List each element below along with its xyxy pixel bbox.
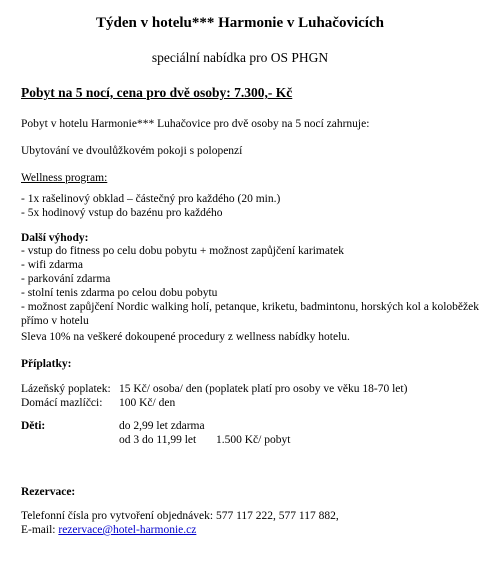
accommodation-text: Ubytování ve dvoulůžkovém pokoji s polopenzí [21,145,243,157]
email-link[interactable]: rezervace@hotel-harmonie.cz [58,524,197,536]
wellness-heading: Wellness program: [21,172,108,184]
offer-headline: Pobyt na 5 nocí, cena pro dvě osoby: 7.300,- Kč [21,85,293,100]
document-subtitle: speciální nabídka pro OS PHGN [151,50,329,65]
benefit-item-continuation: přímo v hotelu [21,315,89,327]
children-heading: Děti: [21,420,46,432]
children-free: do 2,99 let zdarma [119,420,205,432]
surcharge-label: Lázeňský poplatek: [21,383,111,395]
benefits-heading: Další výhody: [21,232,89,244]
surcharges-heading: Příplatky: [21,358,72,370]
benefit-item: - možnost zapůjčení Nordic walking holí, petanque, kriketu, badmintonu, horských kol a koloběžek [21,301,479,313]
benefit-item: - stolní tenis zdarma po celou dobu pobytu [21,287,218,299]
children-age: od 3 do 11,99 let [119,434,197,446]
children-price: 1.500 Kč/ pobyt [216,434,291,446]
benefit-item: - parkování zdarma [21,273,111,285]
benefit-item: - wifi zdarma [21,259,83,271]
email-label: E-mail: [21,524,59,536]
reservation-phone: Telefonní čísla pro vytvoření objednávek: 577 117 222, 577 117 882, [21,510,339,522]
discount-text: Sleva 10% na veškeré dokoupené procedury z wellness nabídky hotelu. [21,331,350,343]
intro-text: Pobyt v hotelu Harmonie*** Luhačovice pro dvě osoby na 5 nocí zahrnuje: [21,118,370,130]
wellness-item: - 5x hodinový vstup do bazénu pro každého [21,207,223,219]
benefit-item: - vstup do fitness po celu dobu pobytu + možnost zapůjčení karimatek [21,245,344,257]
surcharge-label: Domácí mazlíčci: [21,397,103,409]
document-title: Týden v hotelu*** Harmonie v Luhačovicích [96,15,384,31]
wellness-item: - 1x rašelinový obklad – částečný pro každého (20 min.) [21,193,281,205]
reservation-email-line [21,523,196,537]
surcharge-value: 100 Kč/ den [119,397,176,409]
surcharge-value: 15 Kč/ osoba/ den (poplatek platí pro osoby ve věku 18-70 let) [119,383,408,395]
reservation-heading: Rezervace: [21,486,76,498]
